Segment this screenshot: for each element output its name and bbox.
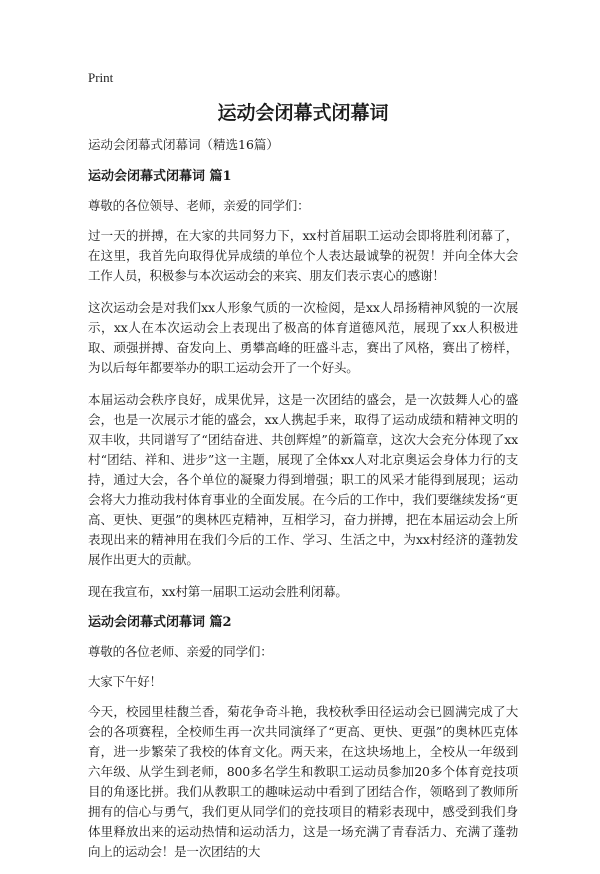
section-1: [88, 168, 518, 602]
section-heading: 运动会闭幕式闭幕词 篇1: [88, 169, 232, 184]
document-title: 运动会闭幕式闭幕词: [217, 102, 389, 124]
paragraph: 过一天的拼搏，在大家的共同努力下，xx村首届职工运动会即将胜利闭幕了，在这里，我首先向取得优异成绩的单位个人表达最诚挚的祝贺！并向全体大会工作人员，积极参与本次运动会的来宾、朋友们表示衷心的感谢！: [88, 228, 518, 283]
paragraph: 本届运动会秩序良好，成果优异，这是一次团结的盛会，是一次鼓舞人心的盛会，也是一次展示才能的盛会，xx人携起手来，取得了运动成绩和精神文明的双丰收，共同谱写了“团结奋进、共创辉煌”的新篇章，这次大会充分体现了xx村“团结、祥和、进步”这一主题，展现了全体xx人对北京奥运会身体力行的支持，通过大会，各个单位的凝聚力得到增强；职工的风采才能得到展现；运动会将大力推动我村体育事业的全面发展。在今后的工作中，我们要继续发扬“更高、更快、更强”的奥林匹克精神，互相学习，奋力拼搏，把在本届运动会上所表现出来的精神用在我们今后的工作、学习、生活之中，为xx村经济的蓬勃发展作出更大的贡献。: [88, 392, 518, 567]
paragraph: 尊敬的各位老师、亲爱的同学们：: [88, 644, 273, 659]
section-heading: 运动会闭幕式闭幕词 篇2: [88, 615, 232, 630]
document-subtitle: 运动会闭幕式闭幕词（精选16篇）: [88, 137, 279, 152]
paragraph: 大家下午好！: [88, 674, 162, 689]
section-2: [88, 614, 518, 862]
paragraph: 现在我宣布，xx村第一届职工运动会胜利闭幕。: [88, 584, 348, 599]
document-page: [88, 70, 518, 874]
print-link[interactable]: Print: [88, 70, 114, 85]
paragraph: 这次运动会是对我们xx人形象气质的一次检阅，是xx人昂扬精神风貌的一次展示，xx人在本次运动会上表现出了极高的体育道德风范，展现了xx人积极进取、顽强拼搏、奋发向上、勇攀高峰的旺盛斗志，赛出了风格，赛出了榜样，为以后每年都要举办的职工运动会开了一个好头。: [88, 300, 518, 375]
paragraph: 今天，校园里桂馥兰香，菊花争奇斗艳，我校秋季田径运动会已圆满完成了大会的各项赛程，全校师生再一次共同演绎了“更高、更快、更强”的奥林匹克体育，进一步繁荣了我校的体育文化。两天来，在这块场地上，全校从一年级到六年级、从学生到老师，800多名学生和教职工运动员参加20多个体育竞技项目的角逐比拼。我们从教职工的趣味运动中看到了团结合作，领略到了教师所拥有的信心与勇气，我们更从同学们的竞技项目的精彩表现中，感受到我们身体里释放出来的运动热情和运动活力，这是一场充满了青春活力、充满了蓬勃向上的运动会！是一次团结的大: [88, 704, 518, 859]
paragraph: 尊敬的各位领导、老师，亲爱的同学们：: [88, 198, 310, 213]
